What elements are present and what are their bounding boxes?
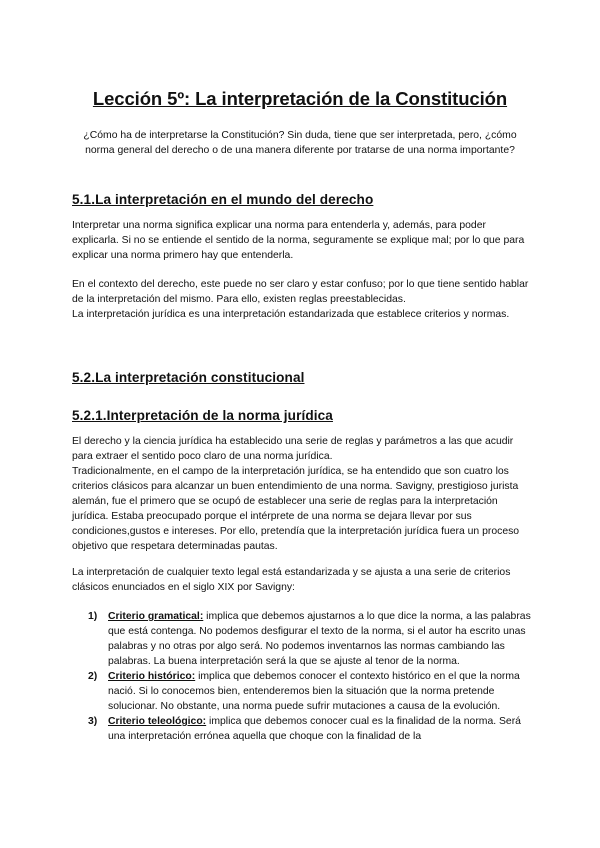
criterion-description: implica que debemos conocer el contexto histórico en el que la norma nació. Si lo conocemos bien, entenderemos bien la situación que la norma pretende solucionar. No obstante, una norma puede sufrir mutaciones a causa de la evolución. <box>108 671 520 712</box>
section-5-1-paragraph-3: La interpretación jurídica es una interpretación estandarizada que establece criterios y normas. <box>72 309 510 320</box>
list-number: 2) <box>88 671 98 682</box>
list-number: 3) <box>88 716 98 727</box>
criteria-list-item <box>88 669 534 714</box>
criteria-list <box>88 609 534 744</box>
list-number: 1) <box>88 611 98 622</box>
section-5-2-1-paragraph-1: El derecho y la ciencia jurídica ha establecido una serie de reglas y parámetros a las que acudir para extraer el sentido poco claro de una norma jurídica. <box>72 436 514 462</box>
section-5-2-1-paragraph-3: La interpretación de cualquier texto legal está estandarizada y se ajusta a una serie de criterios clásicos enunciados en el siglo XIX por Savigny: <box>72 567 511 593</box>
section-5-1-heading: 5.1.La interpretación en el mundo del derecho <box>72 192 374 207</box>
criterion-term: Criterio gramatical: <box>108 611 204 622</box>
criterion-term: Criterio histórico: <box>108 671 196 682</box>
criterion-description: implica que debemos conocer cual es la finalidad de la norma. Será una interpretación errónea aquella que choque con la finalidad de la <box>108 716 521 742</box>
criterion-term: Criterio teleológico: <box>108 716 207 727</box>
section-5-2-1-heading: 5.2.1.Interpretación de la norma jurídica <box>72 408 333 423</box>
section-5-1-paragraph-1: Interpretar una norma significa explicar una norma para entenderla y, además, para poder explicarla. Si no se entiende el sentido de la norma, seguramente se explique mal; por lo que para explicar una norma primero hay que entenderla. <box>72 220 525 261</box>
criteria-list-item <box>88 714 534 744</box>
section-5-2-1-paragraph-2: Tradicionalmente, en el campo de la interpretación jurídica, se ha entendido que son cuatro los criterios clásicos para alcanzar un buen entendimiento de una norma. Savigny, prestigioso jurista alemán, fue el primero que se ocupó de establecer una serie de reglas para la interpretación jurídica. Estaba preocupado porque el intérprete de una norma se dejara llevar por sus condiciones,gustos e intereses. Por ello, pretendía que la interpretación jurídica fuera un proceso objetivo que respetara determinadas pautas. <box>72 466 520 552</box>
criterion-description: implica que debemos ajustarnos a lo que dice la norma, a las palabras que está contenga. No podemos desfigurar el texto de la norma, si el autor ha escrito unas palabras y no otras por algo será. No podemos inventarnos las normas cambiando las palabras. La buena interpretación será la que se ajuste al tenor de la norma. <box>108 611 531 667</box>
criteria-list-item <box>88 609 534 669</box>
intro-question: ¿Cómo ha de interpretarse la Constitución? Sin duda, tiene que ser interpretada, pero, ¿cómo norma general del derecho o de una manera diferente por tratarse de una norma importante? <box>83 130 517 156</box>
section-5-2-heading: 5.2.La interpretación constitucional <box>72 370 305 385</box>
page-title: Lección 5º: La interpretación de la Constitución <box>92 88 508 109</box>
section-5-1-paragraph-2: En el contexto del derecho, este puede no ser claro y estar confuso; por lo que tiene sentido hablar de la interpretación del mismo. Para ello, existen reglas preestablecidas. <box>72 279 529 305</box>
